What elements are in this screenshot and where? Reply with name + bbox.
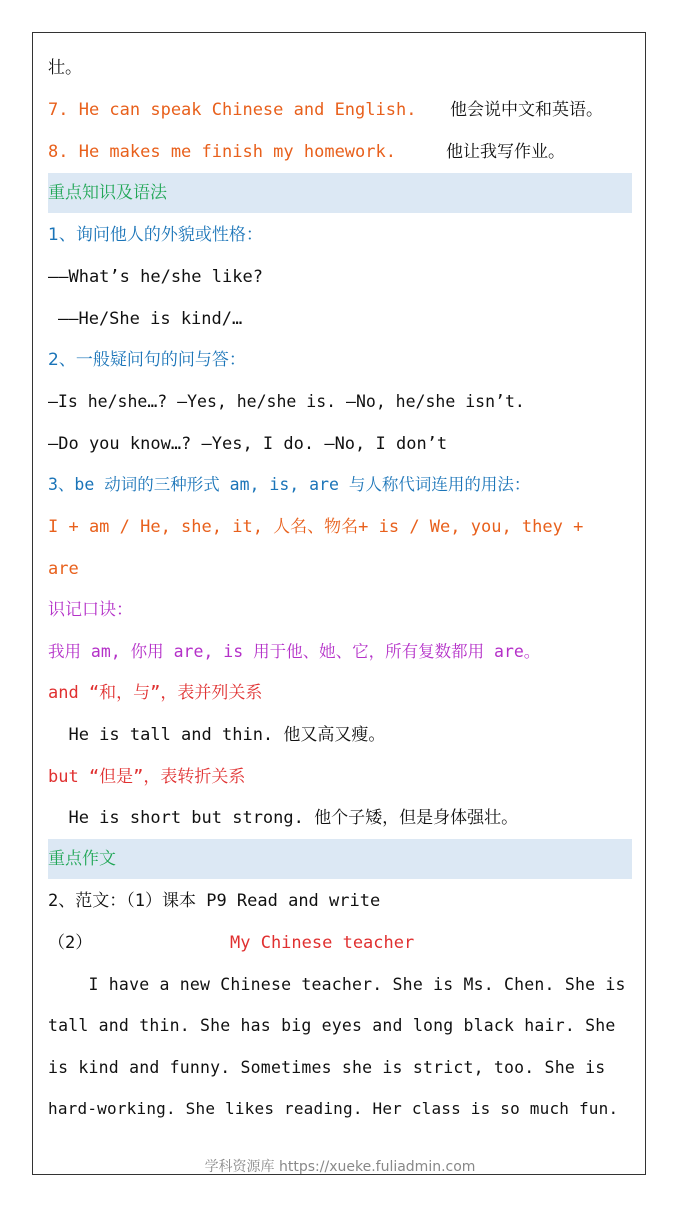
essay-paragraph-line-4: hard-working. She likes reading. Her class is so much fun. bbox=[48, 1099, 619, 1118]
and-example: He is tall and thin. 他又高又瘦。 bbox=[48, 725, 386, 745]
section-heading-essay: 重点作文 bbox=[48, 839, 632, 879]
sentence-7-chinese: 他会说中文和英语。 bbox=[450, 100, 603, 120]
document-page bbox=[32, 32, 646, 1175]
essay-number: （2） bbox=[48, 933, 93, 953]
grammar-point-1: 1、询问他人的外貌或性格： bbox=[48, 225, 263, 245]
dialog-question-1: ——What’s he/she like? bbox=[48, 267, 263, 287]
grammar-point-3: 3、be 动词的三种形式 am, is, are 与人称代词连用的用法： bbox=[48, 475, 531, 494]
mnemonic-heading: 识记口诀： bbox=[48, 600, 133, 620]
but-example: He is short but strong. 他个子矮，但是身体强壮。 bbox=[48, 808, 519, 828]
dialog-answer-1: ——He/She is kind/… bbox=[58, 309, 243, 329]
rule-line-2: are bbox=[48, 559, 79, 579]
sentence-8 bbox=[48, 132, 634, 172]
mnemonic-text: 我用 am, 你用 are, is 用于他、她、它，所有复数都用 are。 bbox=[48, 642, 541, 661]
essay-paragraph-line-1: I have a new Chinese teacher. She is Ms. Chen. She is bbox=[48, 975, 626, 994]
sentence-8-english: 8. He makes me finish my homework. bbox=[48, 142, 396, 162]
rule-line-1: I + am / He, she, it, 人名、物名+ is / We, you, they + bbox=[48, 517, 584, 537]
grammar-point-2: 2、一般疑问句的问与答： bbox=[48, 350, 246, 370]
but-heading: but “但是”，表转折关系 bbox=[48, 767, 246, 787]
text-line: 壮。 bbox=[48, 58, 82, 78]
and-heading: and “和，与”，表并列关系 bbox=[48, 683, 263, 703]
dialog-question-2: —Is he/she…? —Yes, he/she is. —No, he/she isn’t. bbox=[48, 392, 525, 411]
sentence-8-chinese: 他让我写作业。 bbox=[446, 142, 565, 162]
essay-paragraph-line-3: is kind and funny. Sometimes she is strict, too. She is bbox=[48, 1058, 606, 1077]
essay-paragraph-line-2: tall and thin. She has big eyes and long black hair. She bbox=[48, 1016, 616, 1035]
essay-title: My Chinese teacher bbox=[230, 933, 415, 953]
section-heading-grammar: 重点知识及语法 bbox=[48, 173, 632, 213]
essay-title-line bbox=[48, 923, 634, 963]
sentence-7 bbox=[48, 90, 634, 130]
footer-watermark: 学科资源库 https://xueke.fuliadmin.com bbox=[204, 1159, 476, 1175]
dialog-question-3: —Do you know…? —Yes, I do. —No, I don’t bbox=[48, 434, 448, 454]
sentence-7-english: 7. He can speak Chinese and English. bbox=[48, 100, 417, 120]
essay-reference: 2、范文：（1）课本 P9 Read and write bbox=[48, 891, 381, 911]
